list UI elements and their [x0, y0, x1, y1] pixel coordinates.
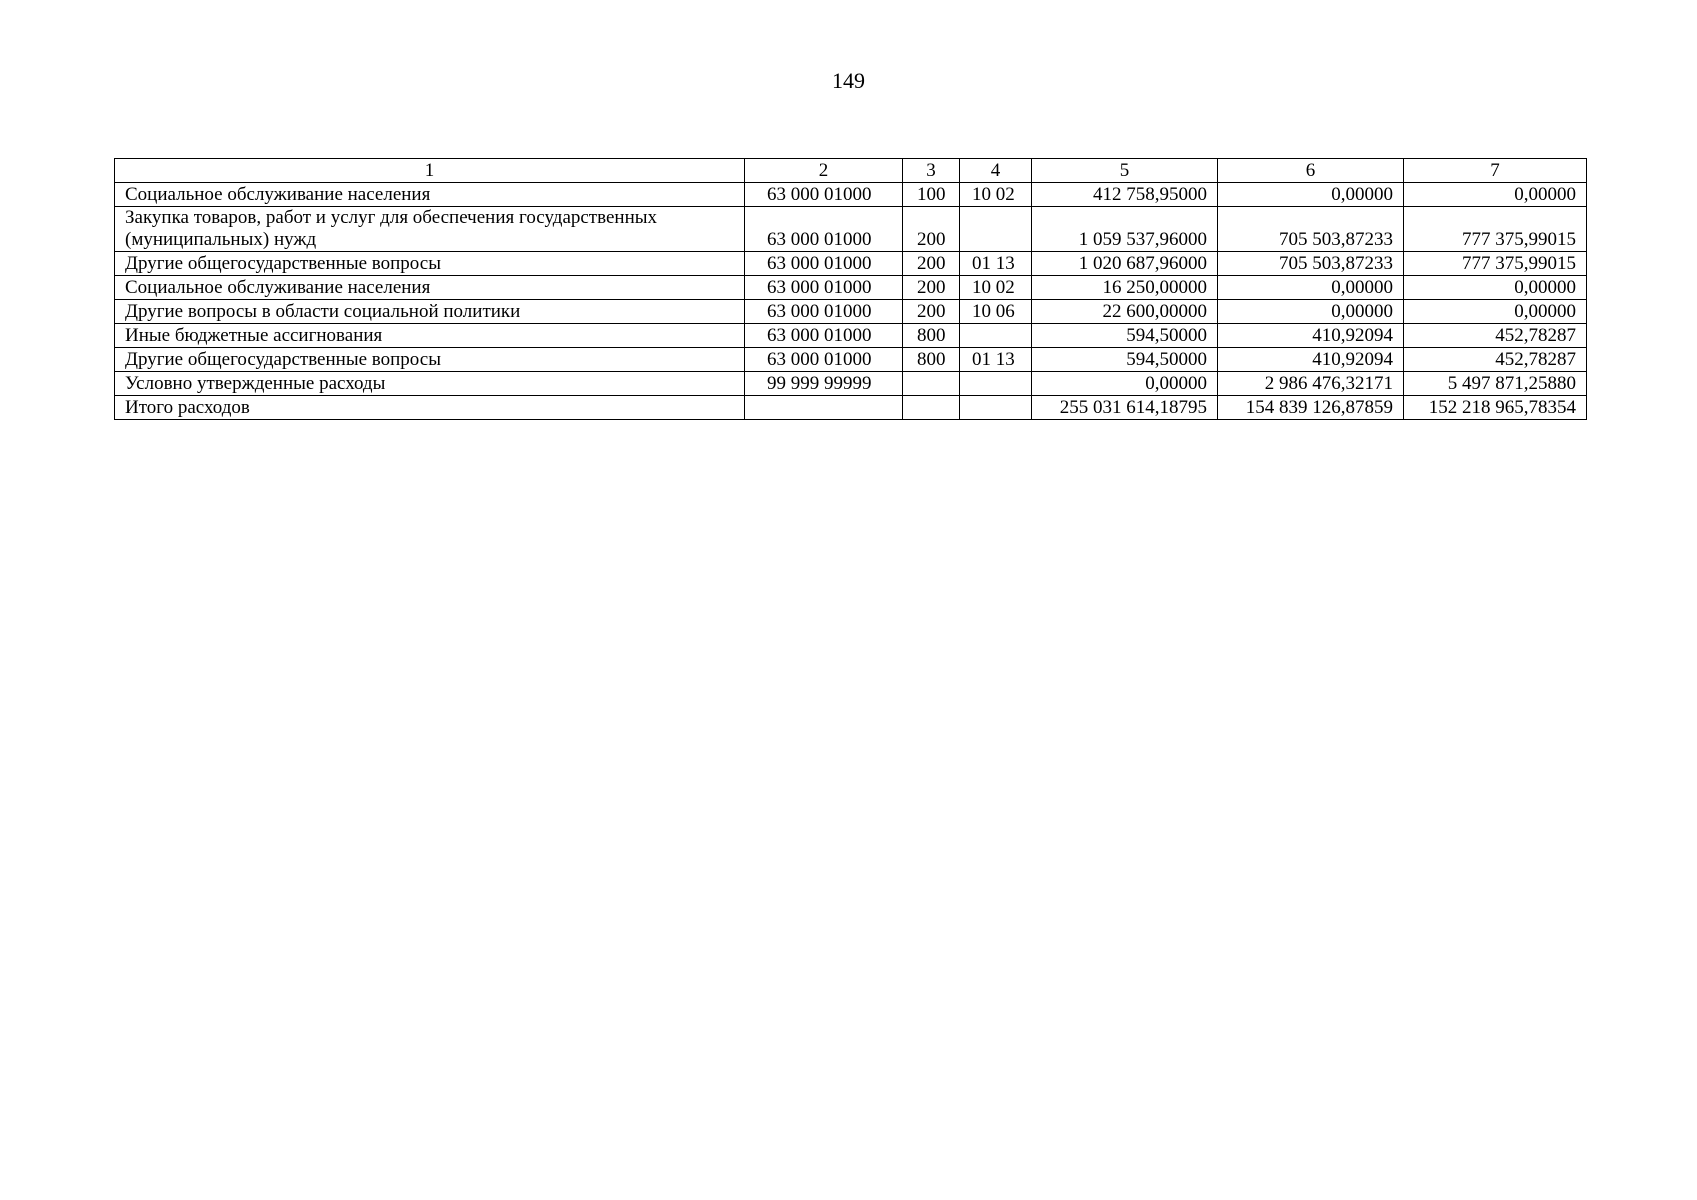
cell-amount-6: 0,00000 [1218, 300, 1404, 324]
cell-name: Другие общегосударственные вопросы [115, 348, 745, 372]
header-row [115, 159, 1587, 183]
cell-section [960, 396, 1032, 420]
cell-target-article: 63 000 01000 [745, 276, 903, 300]
cell-amount-6: 705 503,87233 [1218, 252, 1404, 276]
cell-expense-type: 100 [903, 183, 960, 207]
cell-amount-5: 0,00000 [1032, 372, 1218, 396]
cell-amount-6: 0,00000 [1218, 183, 1404, 207]
cell-amount-7: 0,00000 [1404, 300, 1587, 324]
cell-amount-5: 594,50000 [1032, 348, 1218, 372]
cell-target-article: 63 000 01000 [745, 300, 903, 324]
header-col-3: 3 [903, 159, 960, 183]
cell-total-5: 255 031 614,18795 [1032, 396, 1218, 420]
table-body [115, 183, 1587, 420]
cell-amount-5: 1 020 687,96000 [1032, 252, 1218, 276]
header-col-5: 5 [1032, 159, 1218, 183]
cell-target-article: 63 000 01000 [745, 348, 903, 372]
cell-total-6: 154 839 126,87859 [1218, 396, 1404, 420]
cell-amount-6: 2 986 476,32171 [1218, 372, 1404, 396]
cell-expense-type: 200 [903, 207, 960, 252]
table-row [115, 252, 1587, 276]
cell-amount-5: 1 059 537,96000 [1032, 207, 1218, 252]
table-row [115, 183, 1587, 207]
cell-expense-type [903, 396, 960, 420]
cell-amount-7: 0,00000 [1404, 183, 1587, 207]
cell-target-article: 99 999 99999 [745, 372, 903, 396]
cell-amount-5: 412 758,95000 [1032, 183, 1218, 207]
cell-expense-type [903, 372, 960, 396]
table-row [115, 372, 1587, 396]
total-row [115, 396, 1587, 420]
table-row [115, 276, 1587, 300]
cell-expense-type: 200 [903, 252, 960, 276]
cell-name: Иные бюджетные ассигнования [115, 324, 745, 348]
table-row [115, 324, 1587, 348]
header-col-7: 7 [1404, 159, 1587, 183]
cell-amount-6: 410,92094 [1218, 348, 1404, 372]
header-col-2: 2 [745, 159, 903, 183]
cell-name: Социальное обслуживание населения [115, 183, 745, 207]
cell-amount-7: 452,78287 [1404, 324, 1587, 348]
cell-target-article [745, 396, 903, 420]
cell-section [960, 372, 1032, 396]
cell-amount-7: 777 375,99015 [1404, 252, 1587, 276]
cell-name: Другие вопросы в области социальной политики [115, 300, 745, 324]
cell-amount-7: 5 497 871,25880 [1404, 372, 1587, 396]
cell-expense-type: 800 [903, 324, 960, 348]
cell-amount-7: 777 375,99015 [1404, 207, 1587, 252]
table-row [115, 300, 1587, 324]
cell-target-article: 63 000 01000 [745, 183, 903, 207]
cell-name: Социальное обслуживание населения [115, 276, 745, 300]
cell-section: 10 02 [960, 276, 1032, 300]
cell-section: 10 02 [960, 183, 1032, 207]
cell-expense-type: 200 [903, 276, 960, 300]
cell-name: Закупка товаров, работ и услуг для обеспечения государственных (муниципальных) нужд [115, 207, 745, 252]
cell-name: Итого расходов [115, 396, 745, 420]
table-row [115, 348, 1587, 372]
table-header [115, 159, 1587, 183]
cell-name: Условно утвержденные расходы [115, 372, 745, 396]
cell-amount-5: 16 250,00000 [1032, 276, 1218, 300]
header-col-4: 4 [960, 159, 1032, 183]
header-col-6: 6 [1218, 159, 1404, 183]
cell-section [960, 207, 1032, 252]
cell-amount-6: 410,92094 [1218, 324, 1404, 348]
cell-target-article: 63 000 01000 [745, 324, 903, 348]
cell-amount-7: 452,78287 [1404, 348, 1587, 372]
cell-expense-type: 800 [903, 348, 960, 372]
cell-expense-type: 200 [903, 300, 960, 324]
cell-total-7: 152 218 965,78354 [1404, 396, 1587, 420]
page-number: 149 [832, 68, 865, 93]
cell-target-article: 63 000 01000 [745, 252, 903, 276]
header-col-1: 1 [115, 159, 745, 183]
cell-section: 10 06 [960, 300, 1032, 324]
cell-amount-6: 705 503,87233 [1218, 207, 1404, 252]
cell-section [960, 324, 1032, 348]
cell-section: 01 13 [960, 252, 1032, 276]
table-row [115, 207, 1587, 252]
cell-name: Другие общегосударственные вопросы [115, 252, 745, 276]
cell-amount-6: 0,00000 [1218, 276, 1404, 300]
cell-amount-5: 22 600,00000 [1032, 300, 1218, 324]
cell-target-article: 63 000 01000 [745, 207, 903, 252]
budget-table [114, 158, 1587, 420]
cell-amount-7: 0,00000 [1404, 276, 1587, 300]
cell-section: 01 13 [960, 348, 1032, 372]
cell-amount-5: 594,50000 [1032, 324, 1218, 348]
